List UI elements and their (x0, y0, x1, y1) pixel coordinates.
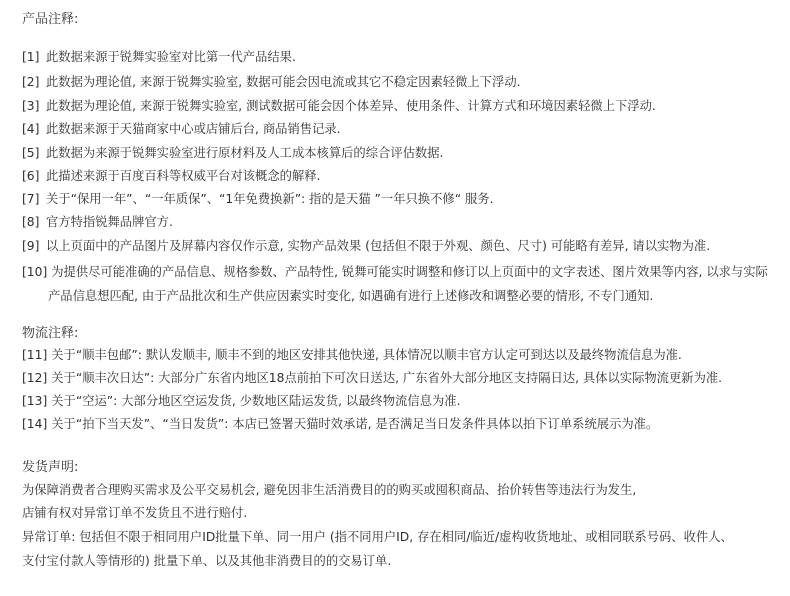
note-item (22, 121, 782, 138)
note-number: [1] (22, 50, 40, 64)
note-item (22, 74, 782, 91)
note-item (22, 393, 782, 410)
note-number: [9] (22, 239, 40, 253)
note-item (22, 214, 782, 231)
product-notes-heading: 产品注释: (22, 12, 79, 27)
note-text: 此数据为理论值, 来源于锐舞实验室, 数据可能会因电流或其它不稳定因素轻微上下浮动. (46, 75, 521, 89)
note-number: [5] (22, 146, 40, 160)
note-text: 此描述来源于百度百科等权威平台对该概念的解释. (46, 169, 321, 183)
note-number: [6] (22, 169, 40, 183)
note-number: [2] (22, 75, 40, 89)
note-item (22, 98, 782, 115)
note-text: 此数据为理论值, 来源于锐舞实验室, 测试数据可能会因个体差异、使用条件、计算方式和环境因素轻微上下浮动. (46, 99, 656, 113)
note-number: [3] (22, 99, 40, 113)
note-text: 官方特指锐舞品牌官方. (46, 215, 173, 229)
statement-line: 为保障消费者合理购买需求及公平交易机会, 避免因非生活消费目的的购买或囤积商品、抬价转售等违法行为发生, (22, 483, 637, 497)
note-number: [8] (22, 215, 40, 229)
note-item (22, 416, 782, 433)
statement-line: 支付宝付款人等情形的) 批量下单、以及其他非消费目的的交易订单. (22, 554, 392, 568)
note-text-continued: 产品信息想匹配, 由于产品批次和生产供应因素实时变化, 如遇确有进行上述修改和调整必要的情形, 不专门通知. (48, 289, 654, 303)
note-text: 为提供尽可能准确的产品信息、规格参数、产品特性, 锐舞可能实时调整和修订以上页面中的文字表述、图片效果等内容, 以求与实际 (51, 265, 768, 279)
statement-line: 异常订单: 包括但不限于相同用户ID批量下单、同一用户 (指不同用户ID, 存在相同/临近/虚构收货地址、或相同联系号码、收件人、 (22, 530, 733, 544)
note-number: [7] (22, 192, 40, 206)
note-item (22, 191, 782, 208)
logistics-notes-heading: 物流注释: (22, 326, 79, 341)
note-number: [14] (22, 417, 48, 431)
note-text: 关于“顺丰包邮”: 默认发顺丰, 顺丰不到的地区安排其他快递, 具体情况以顺丰官方认定可到达以及最终物流信息为准. (51, 348, 682, 362)
note-number: [11] (22, 348, 48, 362)
shipping-statement-heading: 发货声明: (22, 460, 79, 475)
note-text: 以上页面中的产品图片及屏幕内容仅作示意, 实物产品效果 (包括但不限于外观、颜色、尺寸) 可能略有差异, 请以实物为准. (46, 239, 711, 253)
note-item (22, 347, 782, 364)
note-text: 此数据为来源于锐舞实验室进行原材料及人工成本核算后的综合评估数据. (46, 146, 444, 160)
note-item (22, 145, 782, 162)
note-number: [10] (22, 265, 48, 279)
note-item (22, 260, 782, 308)
note-text: 关于“空运”: 大部分地区空运发货, 少数地区陆运发货, 以最终物流信息为准. (51, 394, 461, 408)
statement-line: 店铺有权对异常订单不发货且不进行赔付. (22, 506, 248, 520)
note-text: 关于“拍下当天发”、“当日发货”: 本店已签署天猫时效承诺, 是否满足当日发条件具体以拍下订单系统展示为准。 (51, 417, 659, 431)
note-number: [13] (22, 394, 48, 408)
note-text: 此数据来源于锐舞实验室对比第一代产品结果. (46, 50, 296, 64)
note-text: 关于“保用一年”、“一年质保”、“1年免费换新”: 指的是天猫 ”一年只换不修“ 服务. (46, 192, 494, 206)
note-text: 关于“顺丰次日达”: 大部分广东省内地区18点前拍下可次日送达, 广东省外大部分地区支持隔日达, 具体以实际物流更新为准. (51, 371, 723, 385)
note-item (22, 238, 782, 255)
note-number: [12] (22, 371, 48, 385)
note-item (22, 370, 782, 387)
note-item (22, 49, 782, 66)
note-text: 此数据来源于天猫商家中心或店铺后台, 商品销售记录. (46, 122, 341, 136)
note-item (22, 168, 782, 185)
note-number: [4] (22, 122, 40, 136)
